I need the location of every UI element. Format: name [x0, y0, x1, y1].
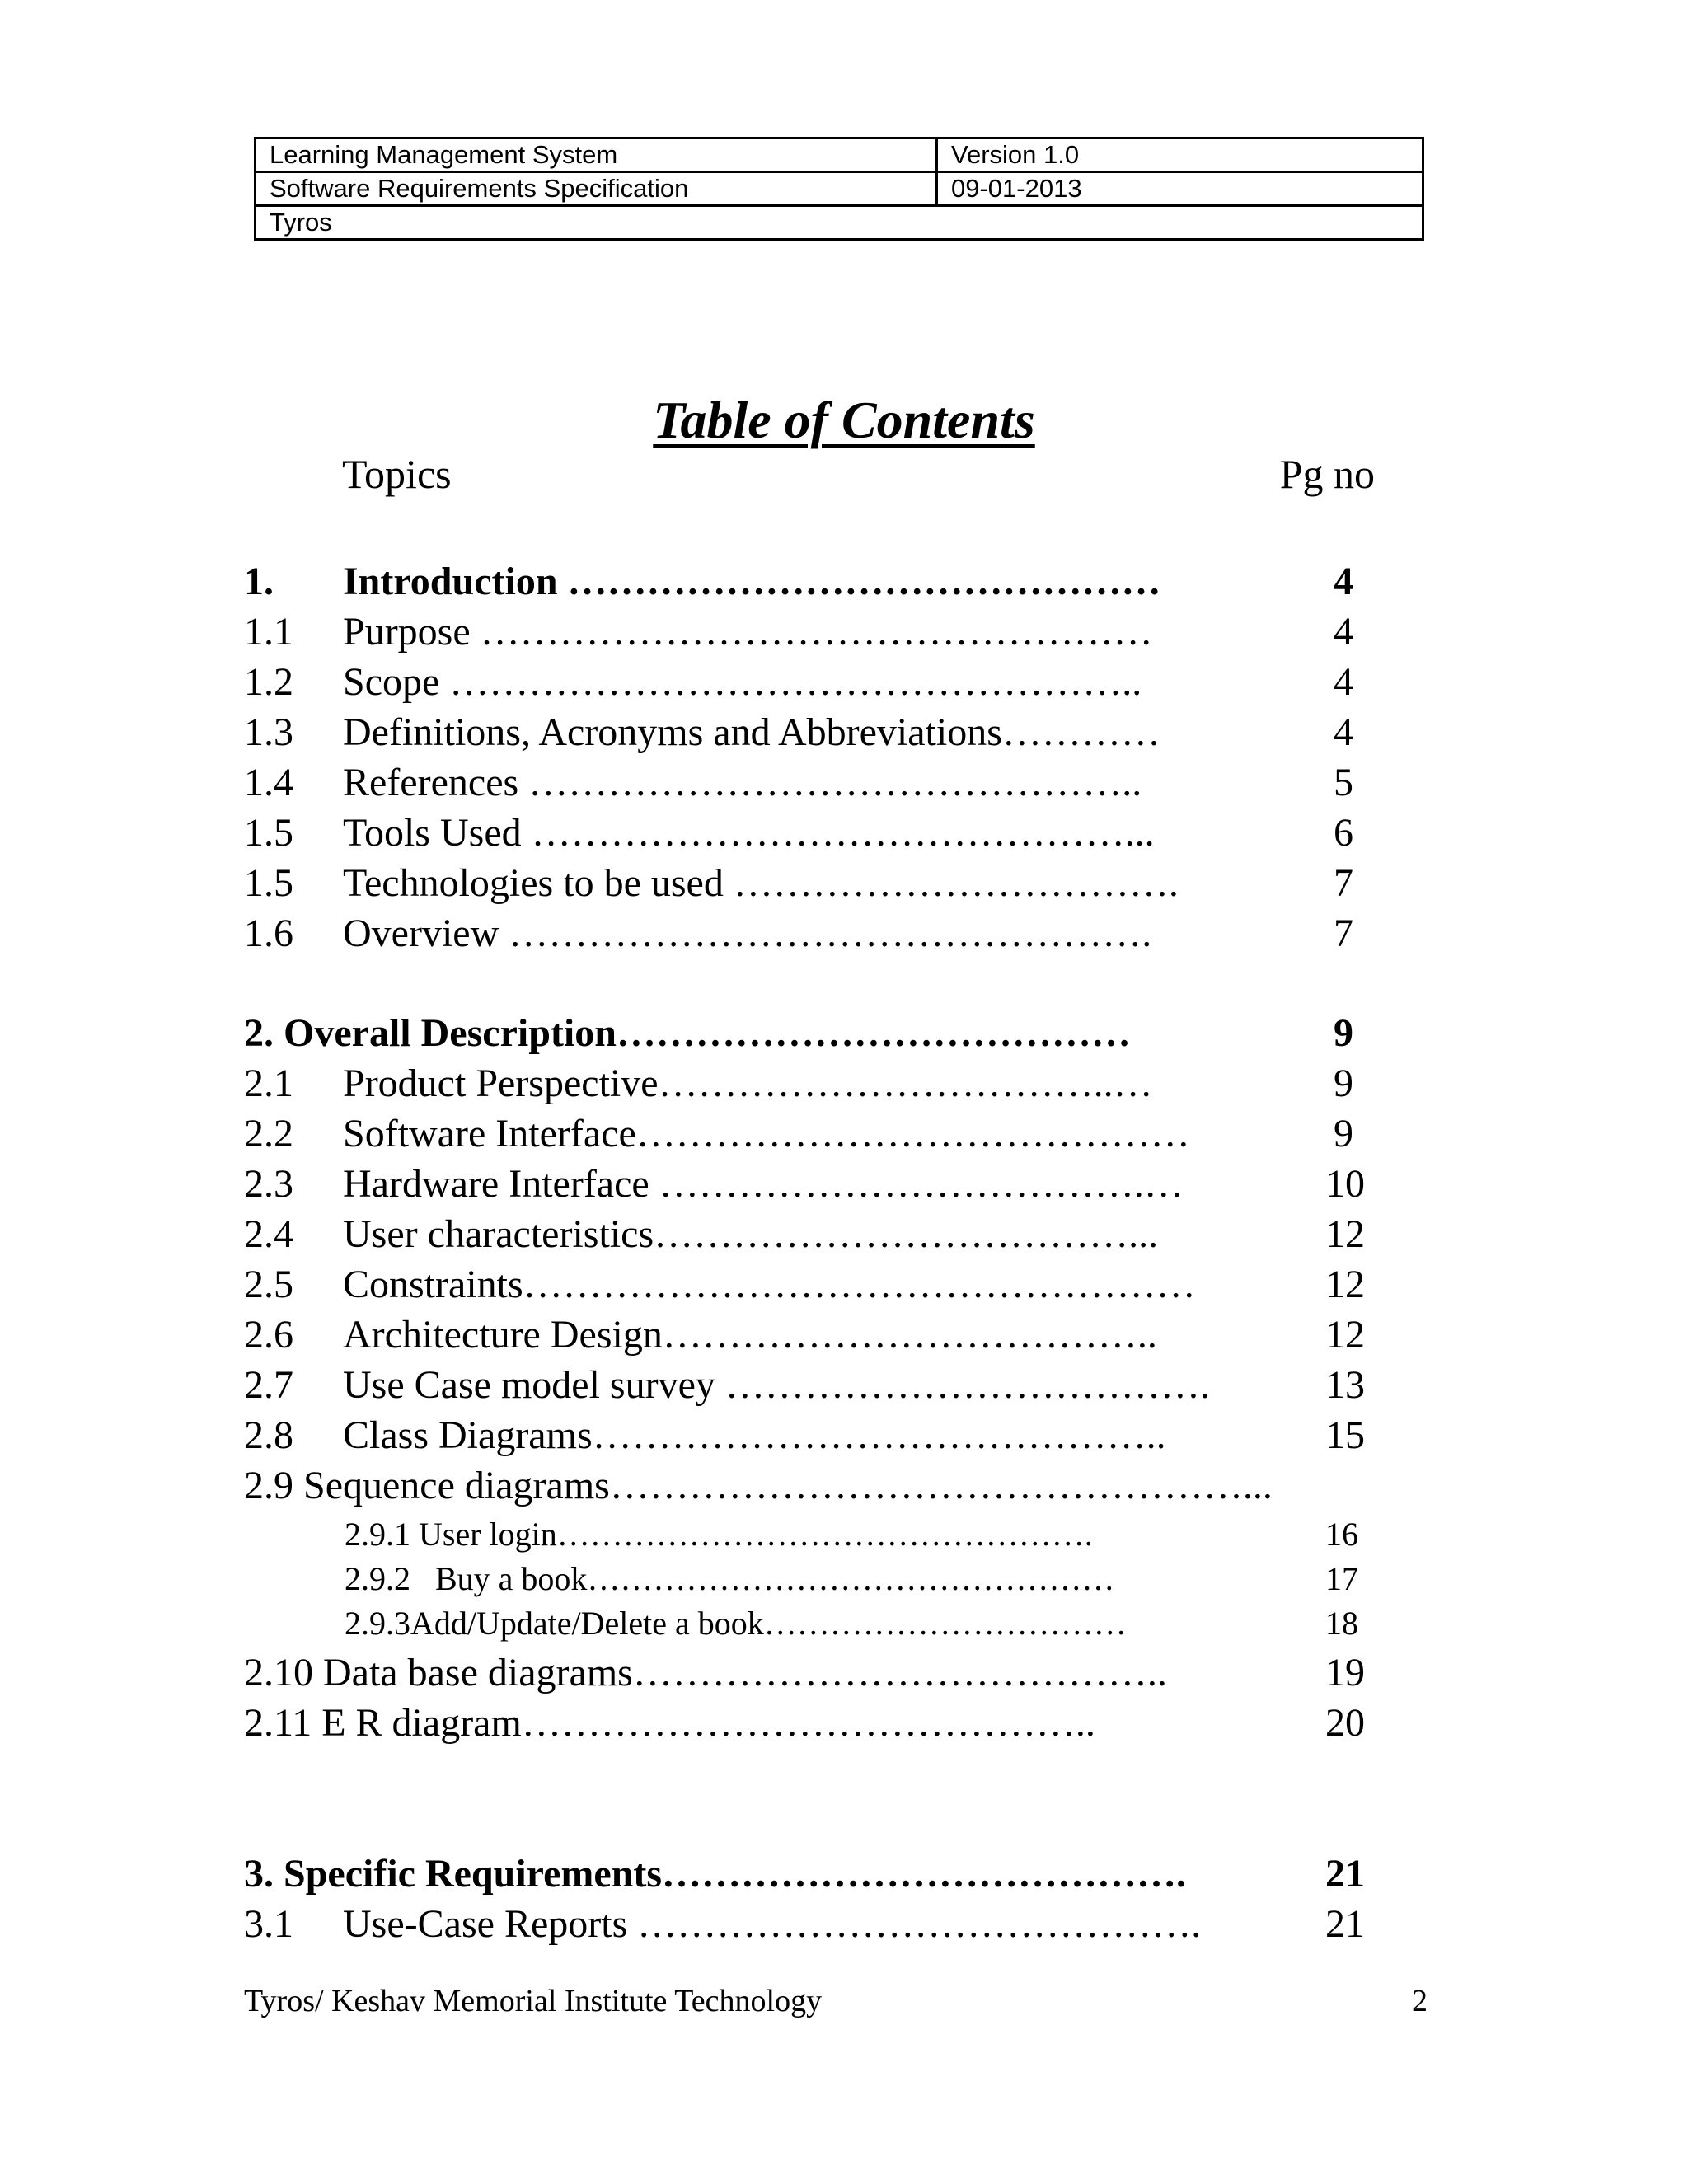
toc-entry-title: Hardware Interface ……………………………….…	[343, 1162, 1184, 1206]
toc-entry-number: 1.5	[244, 861, 293, 905]
toc-entry-title: Introduction ………………………………………	[343, 560, 1161, 603]
toc-entry	[345, 1602, 1358, 1645]
toc-entry-number: 3.1	[244, 1902, 293, 1946]
toc-entry-title: E R diagram……………………………………..	[321, 1701, 1095, 1745]
toc-entry-title: Specific Requirements………………………………….	[284, 1852, 1187, 1896]
toc-entry-title: Tools Used ………………………………………...	[343, 811, 1155, 855]
toc-entry-title: Overall Description…………………………………	[284, 1011, 1131, 1055]
toc-entry-page: 12	[1325, 1263, 1365, 1306]
toc-entry-page: 12	[1325, 1313, 1365, 1357]
footer-page-number: 2	[1412, 1984, 1428, 2018]
toc-entry-page: 12	[1325, 1212, 1365, 1256]
toc-entry-number: 1.4	[244, 761, 293, 804]
toc-entry-page: 4	[1334, 710, 1353, 754]
toc-entry-page: 4	[1334, 560, 1353, 603]
toc-entry-page: 16	[1325, 1516, 1358, 1553]
toc-entry-title: Architecture Design………………………………..	[343, 1313, 1157, 1357]
toc-entry-title: Data base diagrams…………………………………..	[323, 1651, 1167, 1694]
toc-entry-page: 10	[1325, 1162, 1365, 1206]
toc-entry-number: 2.9.1	[345, 1516, 419, 1553]
toc-entry-number: 1.1	[244, 610, 293, 654]
toc-entry-page: 19	[1325, 1651, 1365, 1694]
toc-entry-title: Overview ………………………………………….	[343, 912, 1152, 955]
header-project-name: Learning Management System	[256, 138, 937, 172]
toc-entry-page: 9	[1334, 1011, 1353, 1055]
toc-entry-page: 15	[1325, 1413, 1365, 1457]
toc-entry-page: 4	[1334, 660, 1353, 704]
toc-entry-number: 2.5	[244, 1263, 293, 1306]
toc-entry-page: 21	[1325, 1852, 1365, 1896]
toc-entry-page: 5	[1334, 761, 1353, 804]
toc-entry-number: 2.3	[244, 1162, 293, 1206]
toc-entry	[244, 1699, 1365, 1748]
toc-entry-title: Product Perspective……………………………..…	[343, 1062, 1153, 1105]
toc-entry-number: 1.2	[244, 660, 293, 704]
toc-entry-title: Use-Case Reports …………………………………….	[343, 1902, 1202, 1946]
toc-entry-page: 18	[1325, 1605, 1358, 1642]
toc-entry-number: 2.4	[244, 1212, 293, 1256]
toc-entry-title: Buy a book…………………………………………	[435, 1560, 1115, 1597]
toc-entry	[244, 1849, 1365, 1899]
toc-entry-title: User characteristics………………………………...	[343, 1212, 1159, 1256]
toc-entry-page: 7	[1334, 912, 1353, 955]
toc-entry-page: 9	[1334, 1062, 1353, 1105]
toc-entry-number: 2.2	[244, 1112, 293, 1155]
toc-entry-number: 3.	[244, 1852, 284, 1896]
toc-entry-title: Add/Update/Delete a book……………………………	[410, 1605, 1127, 1642]
toc-entry-page: 20	[1325, 1701, 1365, 1745]
header-version: Version 1.0	[937, 138, 1423, 172]
toc-entry	[244, 1461, 1273, 1511]
toc-entry	[345, 1558, 1358, 1601]
toc-entry-title: Constraints……………………………………………	[343, 1263, 1196, 1306]
toc-entry-number: 2.9	[244, 1464, 303, 1507]
toc-entry-page: 6	[1334, 811, 1353, 855]
toc-entry-title: User login………………………………………….	[419, 1516, 1093, 1553]
toc-entry-number: 2.9.3	[345, 1605, 410, 1642]
toc-entry-title: Purpose ……………………………………………	[343, 610, 1153, 654]
toc-entry-number: 2.9.2	[345, 1560, 435, 1597]
toc-entry-title: References ………………………………………..	[343, 761, 1142, 804]
toc-entry	[244, 1009, 1353, 1058]
toc-entry-page: 9	[1334, 1112, 1353, 1155]
toc-entry-title: Definitions, Acronyms and Abbreviations…………	[343, 710, 1160, 754]
toc-entry-number: 2.8	[244, 1413, 293, 1457]
toc-entry-number: 2.	[244, 1011, 284, 1055]
toc-entry-page: 4	[1334, 610, 1353, 654]
toc-entry-page: 21	[1325, 1902, 1365, 1946]
toc-entry	[345, 1513, 1358, 1556]
toc-entry-title: Use Case model survey ……………………………….	[343, 1363, 1210, 1407]
toc-entry-title: Class Diagrams……………………………………..	[343, 1413, 1166, 1457]
toc-entry-number: 2.6	[244, 1313, 293, 1357]
toc-entry-number: 1.	[244, 560, 274, 603]
toc-entry-title: Software Interface……………………………………	[343, 1112, 1190, 1155]
toc-entry-number: 1.6	[244, 912, 293, 955]
page-title: Table of Contents	[653, 391, 1035, 449]
toc-entry-title: Sequence diagrams…………………………………………...	[303, 1464, 1273, 1507]
toc-entry-page: 17	[1325, 1560, 1358, 1597]
toc-entry	[244, 1648, 1365, 1698]
page-number-column-heading: Pg no	[1279, 451, 1375, 497]
toc-entry-number: 2.11	[244, 1701, 322, 1745]
toc-entry-number: 2.7	[244, 1363, 293, 1407]
toc-entry-page: 13	[1325, 1363, 1365, 1407]
toc-entry-number: 2.10	[244, 1651, 323, 1694]
toc-entry-number: 1.5	[244, 811, 293, 855]
header-team-name: Tyros	[256, 206, 1423, 240]
footer-institution: Tyros/ Keshav Memorial Institute Technology	[244, 1984, 823, 2018]
toc-entry-title: Technologies to be used …………………………….	[343, 861, 1179, 905]
topics-column-heading: Topics	[342, 451, 452, 497]
header-document-type: Software Requirements Specification	[256, 172, 937, 206]
toc-entry-number: 2.1	[244, 1062, 293, 1105]
header-date: 09-01-2013	[937, 172, 1423, 206]
toc-entry-page: 7	[1334, 861, 1353, 905]
toc-entry-title: Scope ……………………………………………..	[343, 660, 1142, 704]
toc-entry-number: 1.3	[244, 710, 293, 754]
